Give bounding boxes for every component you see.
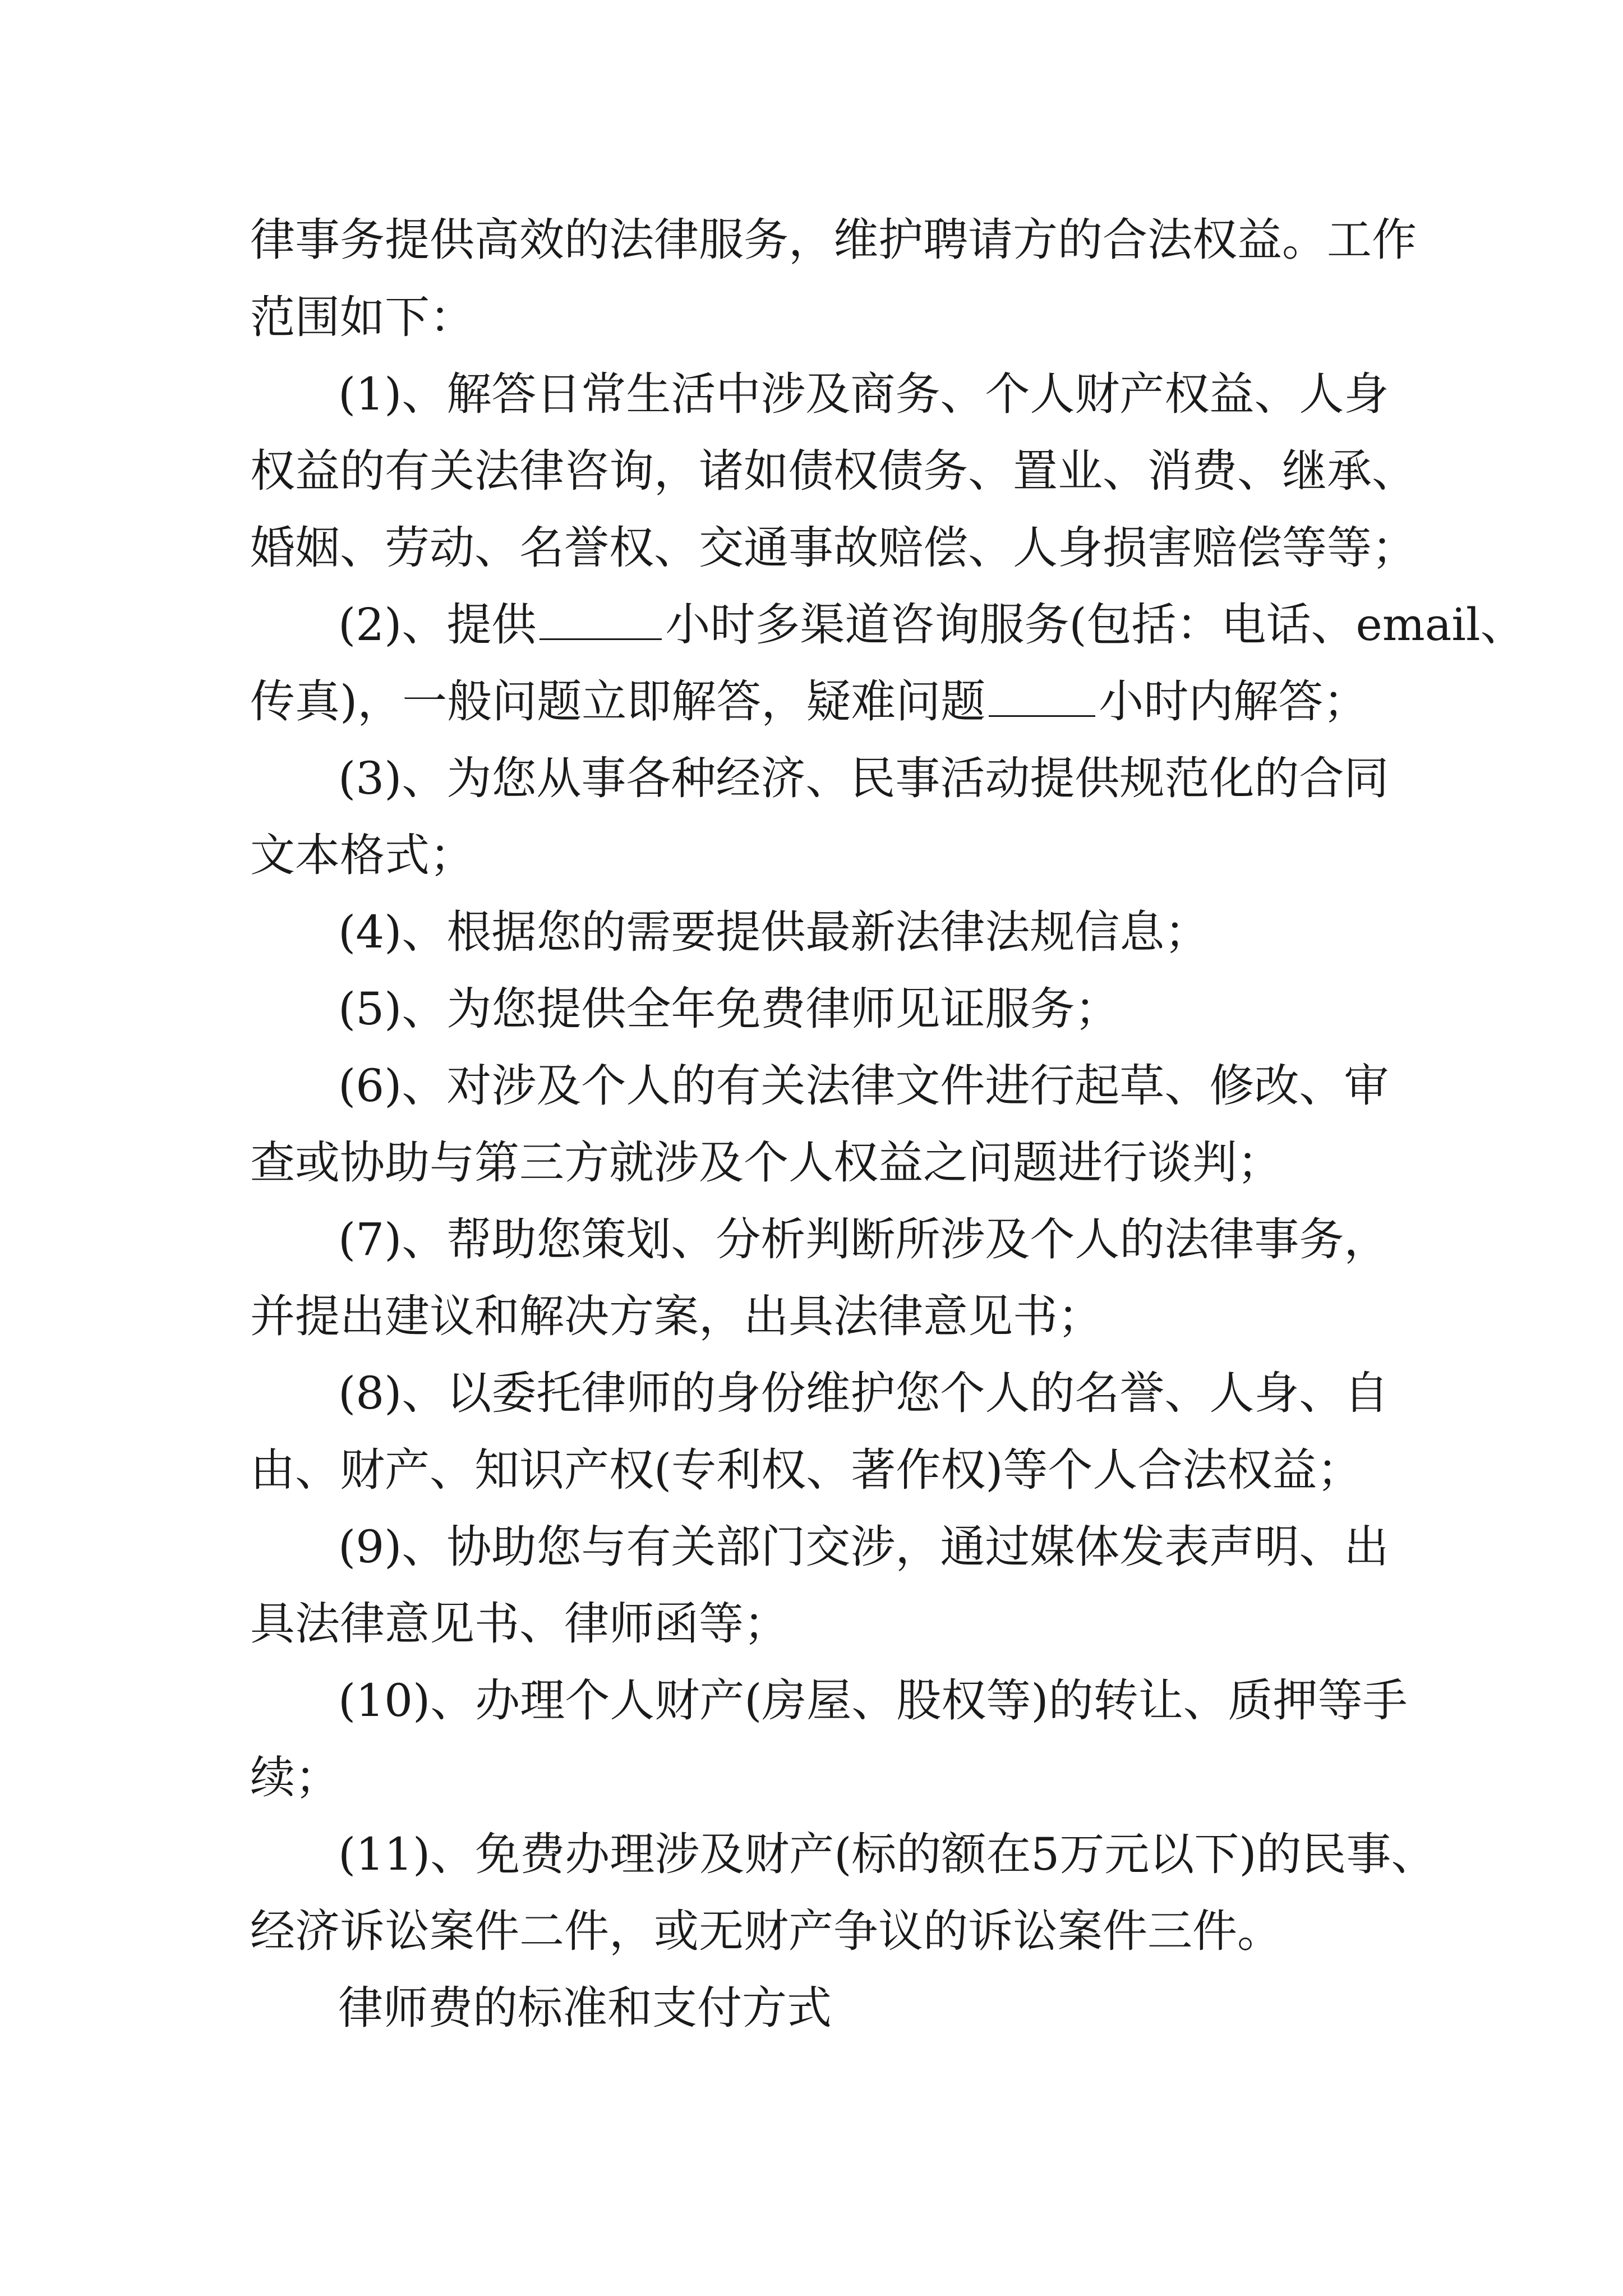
list-item-2-line-2 (250, 674, 1368, 730)
list-item-6-line-1: (6)、对涉及个人的有关法律文件进行起草、修改、审 (338, 1060, 1389, 1112)
list-item-8-line-1: (8)、以委托律师的身份维护您个人的名誉、人身、自 (338, 1367, 1389, 1419)
text-segment: 小时内解答； (1099, 675, 1368, 728)
list-item-1-line-1: (1)、解答日常生活中涉及商务、个人财产权益、人身 (338, 368, 1389, 420)
list-item-7-line-1: (7)、帮助您策划、分析判断所涉及个人的法律事务， (338, 1213, 1389, 1266)
list-item-9-line-1: (9)、协助您与有关部门交涉，通过媒体发表声明、出 (338, 1521, 1389, 1573)
list-item-1-line-3: 婚姻、劳动、名誉权、交通事故赔偿、人身损害赔偿等等； (250, 522, 1417, 574)
list-item-8-line-2: 由、财产、知识产权(专利权、著作权)等个人合法权益； (250, 1444, 1362, 1496)
list-item-1-line-2: 权益的有关法律咨询，诸如债权债务、置业、消费、继承、 (250, 445, 1417, 497)
list-item-11-line-1: (11)、免费办理涉及财产(标的额在5万元以下)的民事、 (338, 1828, 1436, 1880)
list-item-7-line-2: 并提出建议和解决方案，出具法律意见书； (250, 1290, 1103, 1342)
text-line: 律事务提供高效的法律服务，维护聘请方的合法权益。工作 (250, 214, 1417, 266)
list-item-4: (4)、根据您的需要提供最新法律法规信息； (338, 906, 1210, 958)
list-item-10-line-2: 续； (250, 1751, 340, 1803)
list-item-5: (5)、为您提供全年免费律师见证服务； (338, 983, 1120, 1035)
list-item-10-line-1: (10)、办理个人财产(房屋、股权等)的转让、质押等手 (338, 1674, 1408, 1727)
text-segment: 传真)，一般问题立即解答，疑难问题 (250, 675, 986, 728)
fill-in-blank (540, 599, 662, 640)
list-item-3-line-2: 文本格式； (250, 829, 474, 881)
section-heading: 律师费的标准和支付方式 (338, 1982, 832, 2034)
list-item-9-line-2: 具法律意见书、律师函等； (250, 1598, 789, 1650)
text-line: 范围如下： (250, 291, 474, 343)
list-item-3-line-1: (3)、为您从事各种经济、民事活动提供规范化的合同 (338, 752, 1389, 804)
list-item-6-line-2: 查或协助与第三方就涉及个人权益之问题进行谈判； (250, 1137, 1282, 1189)
list-item-11-line-2: 经济诉讼案件二件，或无财产争议的诉讼案件三件。 (250, 1905, 1282, 1957)
fill-in-blank (989, 676, 1095, 717)
text-segment: 小时多渠道咨询服务(包括：电话、email、 (665, 599, 1525, 651)
text-segment: (2)、提供 (338, 599, 537, 651)
list-item-2-line-1 (338, 597, 1525, 653)
